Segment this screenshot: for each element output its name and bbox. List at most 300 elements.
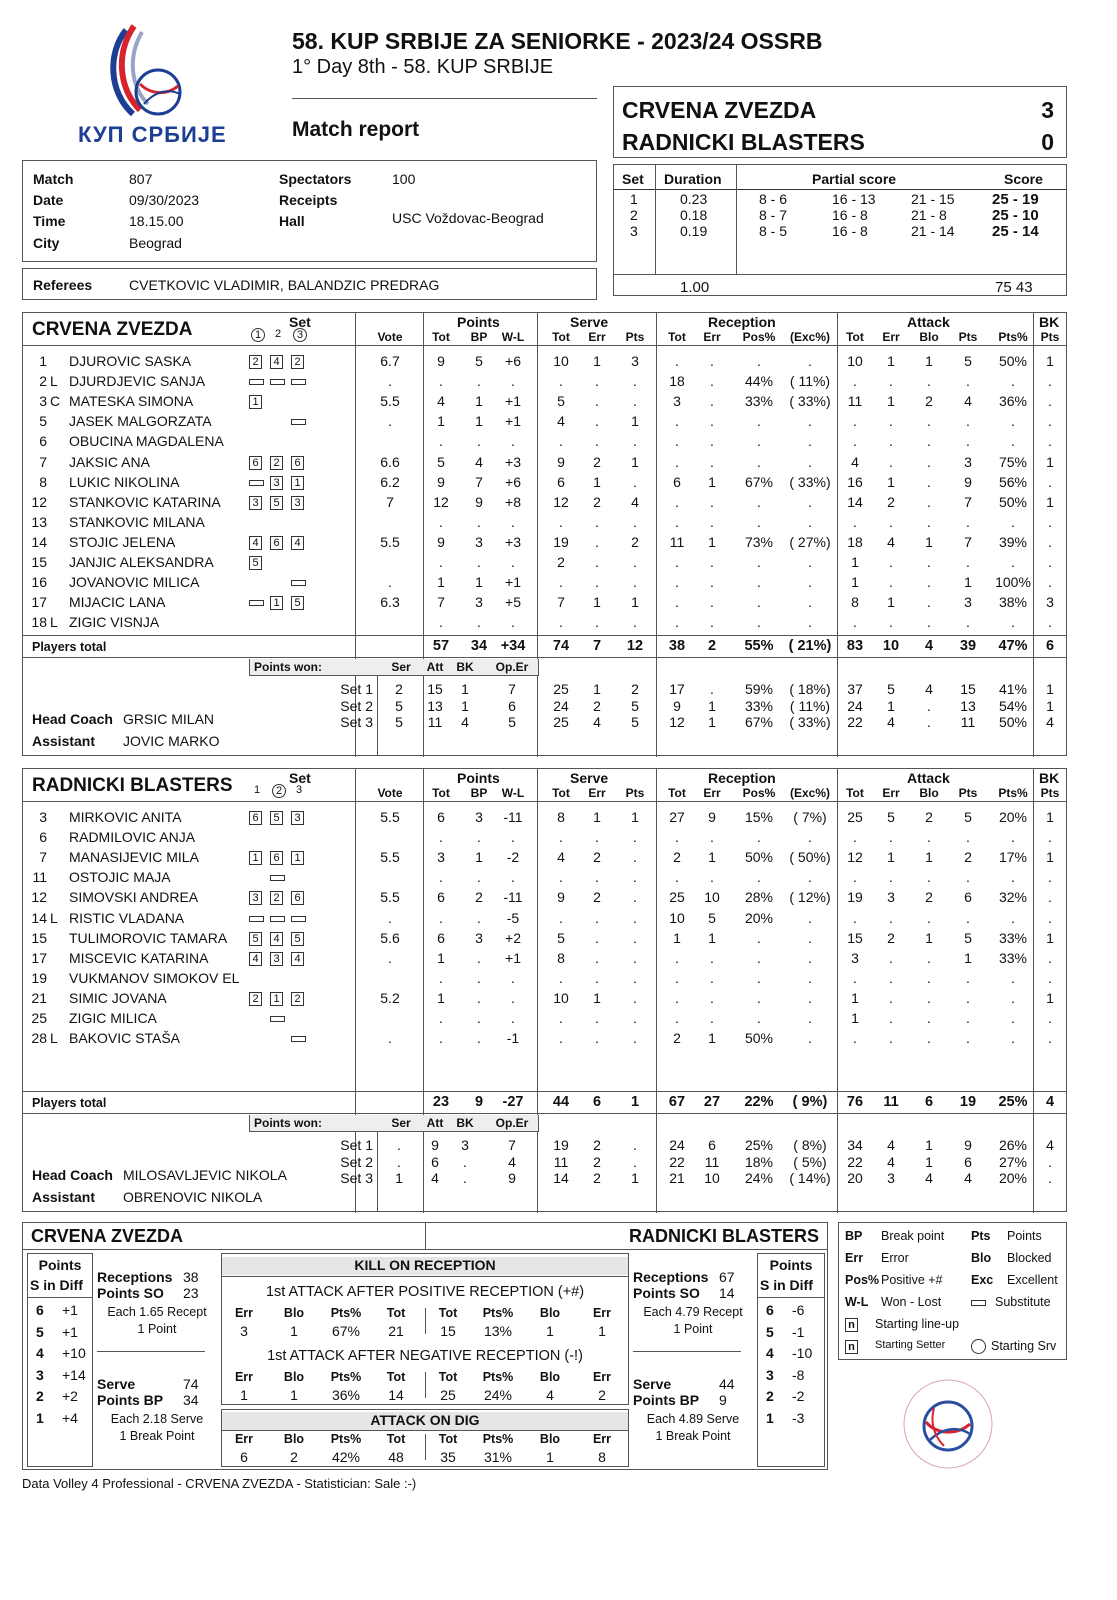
hdr-apts: Pts [958,330,978,344]
cell-serr: 1 [593,681,601,697]
cell-rerr: . [710,594,714,611]
cell-spts: 1 [631,1170,639,1186]
player-name: SIMOVSKI ANDREA [69,889,199,906]
cell-rexc: ( 33%) [789,714,831,730]
pw-col: Att [426,660,444,674]
cell-rerr: . [710,453,714,470]
set-position: 6 [270,851,283,865]
page-subtitle: 1° Day 8th - 58. KUP SRBIJE [292,56,554,78]
team-table-away [22,768,1067,1212]
rotation: 6 [766,1302,774,1318]
home-team-name: CRVENA ZVEZDA [622,97,817,123]
hdr-bk: Pts [1040,786,1060,800]
kill-val: 2 [290,1449,298,1465]
set-score: 25 - 10 [992,207,1039,224]
cell-bp: . [477,373,481,390]
hall-label: Hall [279,213,305,229]
cell-apts: 4 [964,393,972,410]
cell-rtot: 12 [669,714,685,730]
summary-box [22,1222,828,1470]
away-each2: 1 Point [673,1322,713,1336]
kill-hdr: Pts% [330,1370,362,1384]
cell-spts: . [633,1137,637,1153]
cell-ptot: 1 [437,949,445,966]
pw-col: BK [456,1116,474,1130]
cell-rpos: 15% [744,809,774,825]
cell-wl: . [511,554,515,570]
player-name: MIJACIC LANA [69,594,166,611]
cell-apts: . [966,513,970,530]
hdr-aerr: Err [882,330,900,344]
player-name: TULIMOROVIC TAMARA [69,929,228,946]
cell-bk: . [1048,889,1052,906]
cell-atot: . [853,513,857,530]
kill-val: 36% [331,1387,361,1403]
cell-serr: 1 [593,989,601,1006]
cell-vote: . [388,413,392,430]
cell-spts: . [633,989,637,1006]
cell-aerr: 3 [887,889,895,906]
cell-aerr: 5 [887,809,895,825]
cell-apct: 17% [998,849,1028,866]
set-label: Set 1 [340,1137,373,1153]
set-pw-op: 5 [508,714,516,730]
cell-rerr: . [710,829,714,846]
cell-vote: . [388,909,392,926]
home-so-label: Points SO [97,1285,164,1301]
cell-bk: . [1048,574,1052,591]
cell-vote: 7 [386,493,394,510]
set-label: Set 3 [340,1170,373,1186]
set-pw-bk: . [463,1170,467,1186]
cell-stot: . [559,829,563,846]
cell-ablo: 2 [925,889,933,906]
substitute-icon [291,1036,306,1042]
kill-hdr: Pts% [482,1306,514,1320]
cell-ablo: 2 [925,393,933,410]
partial-1: 8 - 6 [759,191,788,207]
cell-rerr: 6 [708,1137,716,1153]
cell-vote: 5.2 [380,989,400,1006]
home-each2: 1 Point [137,1322,177,1336]
cell-ablo: 1 [925,1153,933,1170]
cell-bp: . [477,909,481,926]
player-row [23,908,1052,928]
cell-atot: 1 [851,989,859,1006]
cell-rerr: 1 [708,697,716,714]
player-number: 11 [32,869,47,886]
cell-aerr: . [889,413,893,430]
cell-rerr: . [710,554,714,570]
cell-wl: -11 [503,809,523,825]
kill-hdr: Err [234,1370,254,1384]
cell-apts: . [966,373,970,390]
seal-icon [890,1370,1010,1480]
cell-rtot: . [675,574,679,591]
cell-atot: . [853,1030,857,1047]
kill-val: 14 [388,1387,404,1403]
cell-bp: 1 [475,574,483,591]
cell-apct: 25% [998,1094,1028,1110]
set-duration: 0.19 [680,223,708,239]
cell-ablo: 1 [925,1137,933,1153]
cell-ablo: 1 [925,353,933,369]
kill-hdr: Tot [386,1370,406,1384]
player-name: ZIGIC MILICA [69,1010,157,1026]
kill-hdr: Err [592,1306,612,1320]
hdr-bk: Pts [1040,330,1060,344]
cell-rexc: ( 21%) [788,638,832,654]
cell-rexc: . [808,413,812,430]
player-name: JANJIC ALEKSANDRA [69,554,214,570]
cell-bk: 1 [1046,809,1054,825]
hdr-aerr: Err [882,786,900,800]
cell-rpos: 24% [744,1170,774,1186]
cell-rpos: 28% [744,889,774,906]
cell-bp: 1 [475,849,483,866]
cell-apts: 3 [964,453,972,470]
hdr-vote: Vote [377,330,403,344]
away-each1: Each 4.79 Recept [643,1305,743,1319]
set-position: 1 [270,992,283,1006]
cell-aerr: . [889,614,893,631]
player-row [23,968,1052,988]
player-name: STANKOVIC KATARINA [69,493,221,510]
cell-atot: 11 [847,393,863,410]
cell-apts: 7 [964,493,972,510]
player-number: 7 [39,453,47,470]
set-pw-att: 4 [431,1170,439,1186]
cell-aerr: 1 [887,393,895,410]
player-number: 3 [39,809,47,825]
hdr-points: Points [457,314,500,330]
cell-apts: 6 [964,889,972,906]
cell-rtot: 27 [669,809,685,825]
cell-aerr: . [889,829,893,846]
set-pw-op: 4 [508,1153,516,1170]
kill-val: 1 [546,1323,554,1339]
date-label: Date [33,192,64,208]
cell-rerr: 27 [703,1094,721,1110]
cell-stot: 7 [557,594,565,611]
set-position: 2 [291,355,304,369]
cell-serr: 2 [593,453,601,470]
cell-bk: . [1048,413,1052,430]
cell-rtot: 18 [669,373,685,390]
cell-apts: 3 [964,594,972,611]
cell-serr: . [595,393,599,410]
pw-col: Ser [391,660,411,674]
away-each4: 1 Break Point [655,1429,731,1443]
cell-stot: . [559,614,563,631]
substitute-icon [291,916,306,922]
cell-rpos: . [757,433,761,450]
cell-stot: 14 [553,1170,569,1186]
kill-val: 1 [240,1387,248,1403]
cell-ablo: 4 [925,1170,933,1186]
home-each4: 1 Break Point [119,1429,195,1443]
player-name: MISCEVIC KATARINA [69,949,209,966]
cell-vote: 6.3 [380,594,400,611]
points-label: Points [769,1257,813,1273]
hdr-set-num: 1 [253,784,261,796]
kill-hdr: Tot [438,1370,458,1384]
cell-rpos: . [757,594,761,611]
cell-bk: . [1048,513,1052,530]
cell-apct: 41% [998,681,1028,697]
date-value: 09/30/2023 [129,192,200,208]
cell-vote: 5.5 [380,533,400,550]
player-number: 17 [31,594,47,611]
cell-apts: 1 [964,574,972,591]
player-number: 15 [31,929,47,946]
cell-serr: . [595,533,599,550]
cell-atot: 25 [847,809,863,825]
kill-val: 8 [598,1449,606,1465]
kill-val: 24% [483,1387,513,1403]
player-row [23,928,1054,948]
cell-bp: . [477,869,481,886]
cell-rtot: 2 [673,849,681,866]
cell-aerr: 4 [887,533,895,550]
cell-bk: . [1048,909,1052,926]
hdr-bp: BP [470,786,488,800]
legend-value: Starting Srv [991,1339,1057,1353]
cell-rerr: . [710,433,714,450]
hdr-rtot: Tot [668,786,686,800]
player-number: 25 [31,1010,47,1026]
cell-stot: 24 [553,697,569,714]
cell-wl: +1 [505,413,521,430]
player-name: ZIGIC VISNJA [69,614,160,631]
hdr-rtot: Tot [668,330,686,344]
kill-hdr: Blo [539,1370,561,1384]
cell-stot: 8 [557,809,565,825]
cell-rexc: . [808,989,812,1006]
set-position: 5 [291,932,304,946]
cell-apct: 38% [998,594,1028,611]
cell-rexc: ( 7%) [793,809,827,825]
cell-serr: . [595,949,599,966]
kill-hdr: Tot [386,1432,406,1446]
cell-rpos: 50% [744,1030,774,1047]
cell-rtot: 21 [669,1170,685,1186]
player-name: VUKMANOV SIMOKOV EL [69,969,240,986]
cell-bk: 4 [1045,1094,1055,1110]
cell-stot: 2 [557,554,565,570]
cell-wl: . [511,1010,515,1026]
home-receptions: 38 [183,1269,199,1285]
cell-stot: 11 [553,1153,569,1170]
kill-val: 3 [240,1323,248,1339]
cell-wl: +3 [505,533,521,550]
player-row [23,572,1052,592]
player-row [23,807,1054,827]
player-row [23,512,1052,532]
rotation-diff: -8 [792,1366,805,1383]
cell-rerr: 1 [708,1030,716,1047]
cell-rtot: 11 [669,533,685,550]
cell-apct: . [1011,969,1015,986]
player-number: 19 [31,969,47,986]
set-position: 3 [249,496,262,510]
cell-ptot: 12 [433,493,449,510]
cell-rpos: 73% [744,533,774,550]
cell-apct: . [1011,909,1015,926]
hdr-set-num: 1 [251,328,265,342]
cell-rexc: ( 11%) [789,697,831,714]
hall-value: USC Voždovac-Beograd [392,210,544,226]
hdr-spts: Pts [625,786,645,800]
away-bp-label: Points BP [633,1392,700,1408]
cell-bk: . [1048,869,1052,886]
cell-rtot: . [675,949,679,966]
cell-spts: . [633,614,637,631]
rotation: 2 [766,1388,774,1404]
cell-aerr: . [889,1030,893,1047]
cell-apct: 26% [998,1137,1028,1153]
cell-rexc: ( 9%) [792,1094,828,1110]
cell-rerr: 11 [704,1153,720,1170]
player-role: L [50,909,58,926]
player-number: 5 [39,413,47,430]
partial-2: 16 - 8 [832,207,868,223]
points-label: Points [38,1257,82,1273]
sets-box [613,164,1067,296]
player-number: 1 [39,353,47,369]
cell-apct: . [1011,413,1015,430]
set-pw-bk: 4 [461,714,469,730]
legend-box [838,1222,1067,1360]
cell-atot: 18 [847,533,863,550]
cell-ablo: 1 [925,929,933,946]
cell-bk: . [1048,1010,1052,1026]
cell-bp: 34 [470,638,488,654]
kill-val: 67% [331,1323,361,1339]
away-each3: Each 4.89 Serve [646,1412,740,1426]
cell-atot: 34 [847,1137,863,1153]
player-number: 15 [31,554,47,570]
federation-seal [890,1370,1010,1480]
cell-apts: 6 [964,1153,972,1170]
away-so: 14 [719,1285,735,1301]
assistant: JOVIC MARKO [123,733,220,749]
kill-hdr: Tot [438,1306,458,1320]
cell-apct: . [1011,373,1015,390]
cell-serr: . [595,929,599,946]
set-pw-ser: . [397,1153,401,1170]
cell-wl: +3 [505,453,521,470]
cell-ptot: . [439,1010,443,1026]
away-bp: 9 [719,1392,727,1408]
cell-aerr: 4 [887,1153,895,1170]
rotation-diff: -10 [792,1345,813,1361]
cell-rexc: ( 50%) [789,849,831,866]
referees-label: Referees [33,277,93,293]
cell-aerr: 2 [887,929,895,946]
cell-serr: . [595,969,599,986]
player-role: C [50,393,61,410]
cell-bp: . [477,513,481,530]
kill-title: KILL ON RECEPTION [222,1257,628,1275]
cell-apts: 5 [964,929,972,946]
cell-bp: 3 [475,929,483,946]
rotation: 3 [36,1366,44,1383]
cell-rerr: . [710,513,714,530]
substitute-icon [291,419,306,425]
cell-atot: 19 [847,889,863,906]
cell-aerr: . [889,969,893,986]
dig-title: ATTACK ON DIG [222,1412,628,1430]
cell-apct: . [1011,554,1015,570]
hdr-stot: Tot [552,786,570,800]
cell-serr: . [595,373,599,390]
total-duration: 1.00 [680,279,710,296]
pw-col: Ser [391,1116,411,1130]
player-name: BAKOVIC STAŠA [69,1030,180,1047]
team-name: CRVENA ZVEZDA [32,319,193,340]
cell-rtot: 9 [673,697,681,714]
cell-serr: 7 [592,638,602,654]
cell-serr: 2 [593,1170,601,1186]
cell-vote: 6.2 [380,473,400,490]
cell-atot: 83 [846,638,864,654]
player-number: 12 [31,493,47,510]
match-info-box [22,160,597,262]
hdr-bp: BP [470,330,488,344]
cell-apts: 7 [964,533,972,550]
kill-hdr: Blo [539,1432,561,1446]
sdiff-label: S in Diff [760,1277,813,1293]
cell-rtot: . [675,353,679,369]
hdr-points: Points [457,770,500,786]
cell-bp: 9 [474,1094,484,1110]
cell-ptot: . [439,614,443,631]
set-position: 2 [249,355,262,369]
player-number: 16 [31,574,47,591]
player-number: 8 [39,473,47,490]
cell-wl: -2 [506,849,520,866]
set-position: 6 [270,536,283,550]
cell-wl: +1 [505,393,521,410]
cell-rpos: 25% [744,1137,774,1153]
cell-spts: 1 [631,809,639,825]
cell-rtot: . [675,614,679,631]
hdr-rerr: Err [703,330,721,344]
cell-rpos: 59% [744,681,774,697]
legend-key: Pos% [845,1273,880,1287]
kill-val: 13% [483,1323,513,1339]
substitute-icon [249,600,264,606]
rotation-diff: +14 [62,1366,86,1383]
cell-apts: . [966,433,970,450]
cell-rtot: . [675,493,679,510]
cell-aerr: . [889,453,893,470]
cell-apts: 5 [964,809,972,825]
kill-val: 42% [331,1449,361,1465]
set-number: 1 [630,191,638,207]
cell-rpos: . [757,554,761,570]
cell-apts: 19 [959,1094,977,1110]
cell-ablo: . [927,473,931,490]
player-name: OSTOJIC MAJA [69,869,171,886]
cell-rerr: 9 [708,809,716,825]
hdr-bk: BK [1039,314,1060,330]
cell-bp: . [477,1030,481,1047]
partial-1: 8 - 7 [759,207,788,223]
home-so: 23 [183,1285,199,1301]
cell-spts: . [633,929,637,946]
